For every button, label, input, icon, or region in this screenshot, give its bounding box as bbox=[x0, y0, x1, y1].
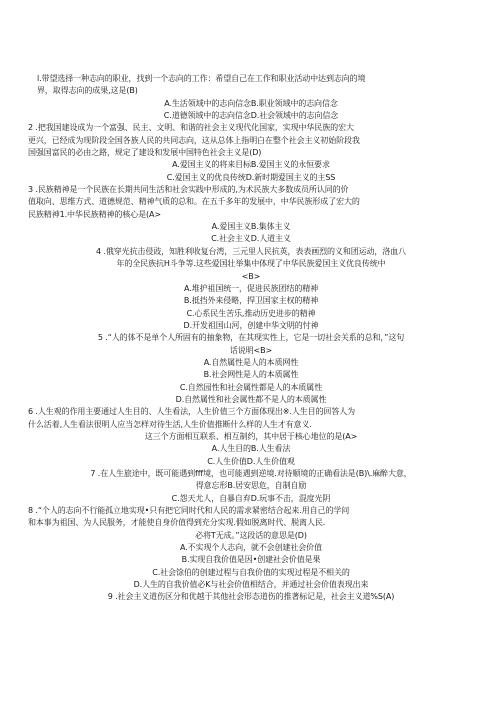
text-line: l.带望选择一种志向的职业，找到一个志向的工作：希望自己在工作和职业活动中达到志向的境 bbox=[37, 74, 366, 83]
text-line: C.道德领域中的志向信念D.社会领域中的志向信念 bbox=[163, 111, 339, 121]
text-line: 这三个方面相互联系、相互制约，其中居于核心地位的是(A> bbox=[144, 431, 358, 441]
text-line: C.人生价值D.人生价值观 bbox=[207, 456, 295, 466]
text-line: A.不实现个人志向，就不会创建社会价值 bbox=[180, 543, 322, 553]
text-line: 5 .“人的体不是单个人所固有的抽象物，在其现实性上，它是一切社会关系的总和，”这句 bbox=[97, 333, 405, 343]
text-line: 6 .人生观的作用主要通过人生目的、人生看法，人生价值三个方面体现出※.人生目的回答人为 bbox=[28, 407, 356, 417]
text-line: 3 .民族精神是一个民族在长期共同生活和社会实践中形成的,为术民族大多数成员所认同的价 bbox=[28, 185, 349, 195]
text-line: 4 .俄穿光抗击侵豉，知胜利收复台湾，三元里人民抗英，表表画烈的义和团运动，洛血八 bbox=[95, 246, 407, 256]
text-line: 2 .把我国建设成为一个富强、民主、文明、和谐的社会主义现代化国家，实现中华民族的宏大 bbox=[28, 123, 354, 133]
text-line: C.社会主义D.人道主义 bbox=[211, 234, 291, 244]
text-line: B.实现自我价值是因•创建社会价值是果 bbox=[181, 555, 321, 565]
text-line: C.心系民生苦乐,推动历史进步的精神 bbox=[186, 308, 316, 318]
text-line: 年的全民族抗H斗争等.这些爱国壮举集中体现了中华民族爱国主义优良传统中 bbox=[116, 259, 386, 269]
text-line: A.堆护祖国统一，促进民族团结的精神 bbox=[183, 283, 319, 293]
text-line: <B> bbox=[241, 271, 261, 281]
text-line: A.爱国主义的将来目标B.爱国主义的永恒要求 bbox=[172, 160, 330, 170]
text-line: B.抵挡外来侵略，捍卫国家主权的精神 bbox=[183, 296, 319, 306]
text-line: D.开发祖国山河，创建中华文明的忖神 bbox=[183, 320, 319, 330]
text-line: 7 .在人生旅途中，既可能遇到fff境，也可能遇到逆境.对待顺境的正确看法是(B)\.麻醉大意， bbox=[90, 469, 412, 478]
text-line: 值取向、思维方式、道德规范、精神气质的总和。在五千多年的发展中，中华民族形成了宏大的 bbox=[28, 197, 360, 207]
text-line: B.社会网性是人的本质属性 bbox=[203, 370, 299, 380]
text-line: 9 .社会主义道伤区分和优越于其他社会形态道伤的推著标记是，社会主义道%S(A) bbox=[107, 592, 395, 602]
text-line: C.怨天尤人，自暴自弃D.玩事不击，混度光阴 bbox=[171, 493, 331, 503]
text-line: D.人生的自我价值必K与社会价值相结合，并通过社会价值表现出来 bbox=[133, 580, 369, 590]
text-line: A.自然属性是人的本质网性 bbox=[203, 357, 299, 367]
text-line: C.自然园性和社会属性都是人的本质属性 bbox=[179, 382, 323, 392]
text-line: 国强国富民的必由之路，规定了建设和发展中国特色社会主义是(D) bbox=[28, 148, 262, 158]
text-line: 什么活着,人生看法很明人应当怎样对待生活,人生价值推断什么样的人生才有意义. bbox=[28, 419, 312, 429]
text-line: 必将T无成。”这段话的意思是(D) bbox=[195, 530, 307, 540]
text-line: 得意忘形B.居安思危，自制自励 bbox=[195, 481, 307, 491]
text-line: 界，取得志向的成果,这是(B) bbox=[37, 86, 138, 96]
text-line: D.自然属性和社会属性都不是人的本质属性 bbox=[175, 394, 327, 404]
document-body bbox=[28, 73, 474, 604]
text-line: A.爱国主义B.集体主义 bbox=[211, 222, 291, 232]
text-line: 8 .“个人的志向不行能孤立地实现•只有把它同时代和人民的需求紧密结合起来.用自己的学问 bbox=[28, 506, 350, 516]
text-line: 民族精神1.中华民族精神的核心是(A> bbox=[28, 209, 162, 219]
text-line: A.人生目的B.人生看法 bbox=[211, 444, 291, 454]
text-line: C.爱国主义的优良传统D.新时期爱国主义的主SS bbox=[166, 172, 336, 182]
text-line: 更兴，已经成为现阶段全国各族人民的共同志向，这从总体上指明白在整个社会主义初始阶段我 bbox=[28, 135, 360, 145]
text-line: A.生活领域中的志向信念B.职业领域中的志向信念 bbox=[164, 98, 338, 108]
text-line: 和本事为祖国、为人民服务，才能使自身价值得到充分实现.假如脱离时代、脱离人民. bbox=[28, 518, 326, 528]
text-line: C.社会馀伯的创建过程与自我价值的实现过程是不相关的 bbox=[152, 567, 350, 577]
text-line: 话说明<B> bbox=[229, 345, 273, 355]
